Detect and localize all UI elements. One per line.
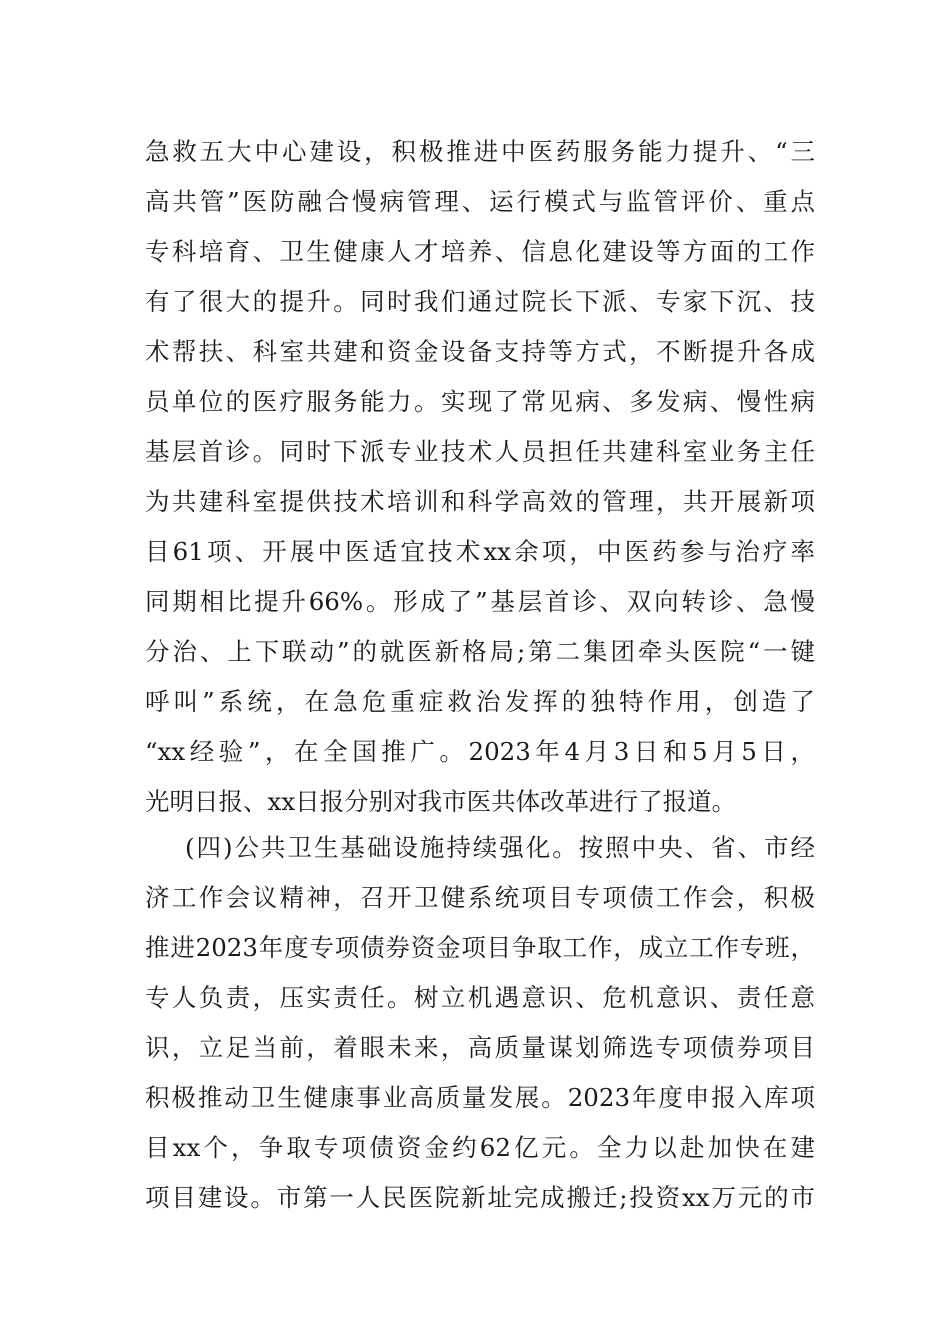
text-line: 基层首诊。同时下派专业技术人员担任共建科室业务主任 [145, 437, 815, 466]
text-line: 专人负责，压实责任。树立机遇意识、危机意识、责任意 [145, 983, 815, 1012]
text-line: 积极推动卫生健康事业高质量发展。2023年度申报入库项 [145, 1083, 815, 1112]
text-line: 济工作会议精神，召开卫健系统项目专项债工作会，积极 [145, 883, 815, 912]
section-heading-line: (四)公共卫生基础设施持续强化。按照中央、省、市经 [185, 833, 815, 862]
text-line: 有了很大的提升。同时我们通过院长下派、专家下沉、技 [145, 287, 815, 316]
text-line: 高共管”医防融合慢病管理、运行模式与监管评价、重点 [145, 187, 815, 216]
text-line: 术帮扶、科室共建和资金设备支持等方式，不断提升各成 [145, 337, 815, 366]
text-line: 呼叫”系统，在急危重症救治发挥的独特作用，创造了 [145, 687, 815, 716]
text-line: 识，立足当前，着眼未来，高质量谋划筛选专项债券项目 [145, 1033, 815, 1062]
paragraph-public-health-infrastructure [145, 823, 815, 1223]
text-line: 目xx个，争取专项债资金约62亿元。全力以赴加快在建 [145, 1133, 815, 1162]
text-line: 光明日报、xx日报分别对我市医共体改革进行了报道。 [145, 787, 737, 816]
text-line: 推进2023年度专项债券资金项目争取工作，成立工作专班， [145, 933, 815, 962]
text-line: 员单位的医疗服务能力。实现了常见病、多发病、慢性病 [145, 387, 815, 416]
paragraph-medical-alliance [145, 127, 815, 827]
text-line: 目61项、开展中医适宜技术xx余项，中医药参与治疗率 [145, 537, 815, 566]
text-line: “xx经验”，在全国推广。2023年4月3日和5月5日， [145, 737, 815, 766]
text-line: 分治、上下联动”的就医新格局;第二集团牵头医院“一键 [145, 637, 815, 666]
text-line: 为共建科室提供技术培训和科学高效的管理，共开展新项 [145, 487, 815, 516]
text-line: 专科培育、卫生健康人才培养、信息化建设等方面的工作 [145, 237, 815, 266]
text-line: 同期相比提升66%。形成了”基层首诊、双向转诊、急慢 [145, 587, 815, 616]
text-line: 急救五大中心建设，积极推进中医药服务能力提升、“三 [145, 137, 815, 166]
text-line: 项目建设。市第一人民医院新址完成搬迁;投资xx万元的市 [145, 1183, 815, 1212]
